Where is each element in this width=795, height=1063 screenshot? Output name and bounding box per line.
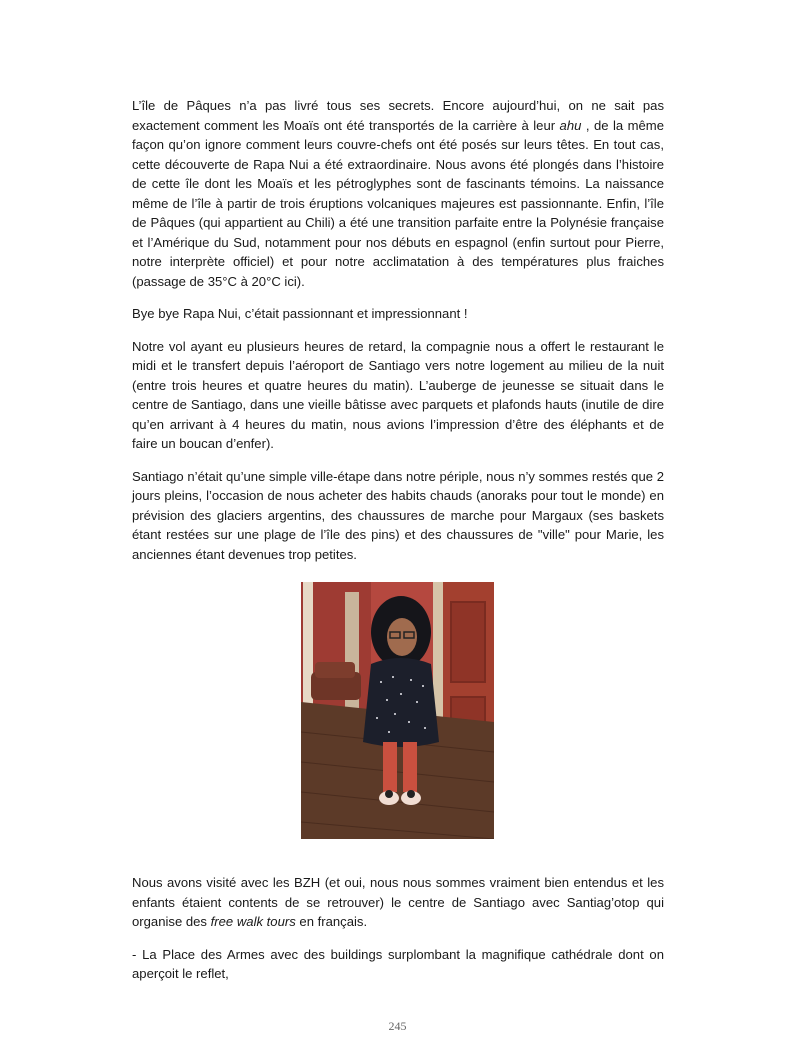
photo-girl-in-jacket [301, 582, 494, 839]
page-number: 245 [388, 1019, 407, 1033]
paragraph-text: L’île de Pâques n’a pas livré tous ses secrets. Encore aujourd’hui, on ne sait pas exactement comment les Moaïs ont été transportés de la carrière à leur [132, 98, 664, 133]
page-body-top [132, 96, 664, 577]
paragraph-place-des-armes: - La Place des Armes avec des buildings surplombant la magnifique cathédrale dont on aperçoit le reflet, [132, 946, 664, 981]
paragraph-text: , de la même façon qu’on ignore comment leurs couvre-chefs ont été posés sur leurs têtes. En tout cas, cette découverte de Rapa Nui a été extraordinaire. Nous avons été plongés dans l’histoire de cette île dont les Moaïs et les pétroglyphes sont de fascinants témoins. La naissance même de l’île à partir de trois éruptions volcaniques majeures est passionnante. Enfin, l’île de Pâques (qui appartient au Chili) a été une transition parfaite entre la Polynésie française et l’Amérique du Sud, notamment pour nos débuts en espagnol (enfin surtout pour Pierre, notre interprète officiel) et pour notre acclimatation à des températures plus fraiches (passage de 35°C à 20°C ici). [132, 117, 664, 289]
paragraph-text: Nous avons visité avec les BZH (et oui, nous nous sommes vraiment bien entendus et les enfants étaient contents de se retrouver) le centre de Santiago avec Santiag’otop qui organise des [132, 875, 664, 929]
page-body-bottom [132, 873, 664, 997]
paragraph-flight-delay: Notre vol ayant eu plusieurs heures de retard, la compagnie nous a offert le restaurant le midi et le transfert depuis l’aéroport de Santiago vers notre logement au milieu de la nuit (entre trois heures et quatre heures du matin). L’auberge de jeunesse se situait dans le centre de Santiago, dans une vieille bâtisse avec parquets et plafonds hauts (inutile de dire qu’en arrivant à 4 heures du matin, nous avions l’impression d’être des éléphants et de faire un boucan d’enfer). [132, 338, 664, 451]
paragraph-easter-island [132, 96, 664, 291]
italic-term: free walk tours [210, 914, 296, 929]
paragraph-walk-tour [132, 873, 664, 932]
paragraph-santiago-stopover: Santiago n’était qu’une simple ville-étape dans notre périple, nous n’y sommes restés que 2 jours pleins, l’occasion de nous acheter des habits chauds (anoraks pour tout le monde) en prévision des glaciers argentins, des chaussures de marche pour Margaux (ses baskets étant restées sur une plage de l’île des pins) et des chaussures de "ville" pour Marie, les anciennes étant devenues trop petites. [132, 468, 664, 562]
photo-illustration [301, 582, 494, 839]
italic-term: ahu [559, 117, 582, 133]
paragraph-text: en français. [295, 914, 368, 929]
paragraph-bye-bye: Bye bye Rapa Nui, c’était passionnant et impressionnant ! [132, 306, 468, 321]
